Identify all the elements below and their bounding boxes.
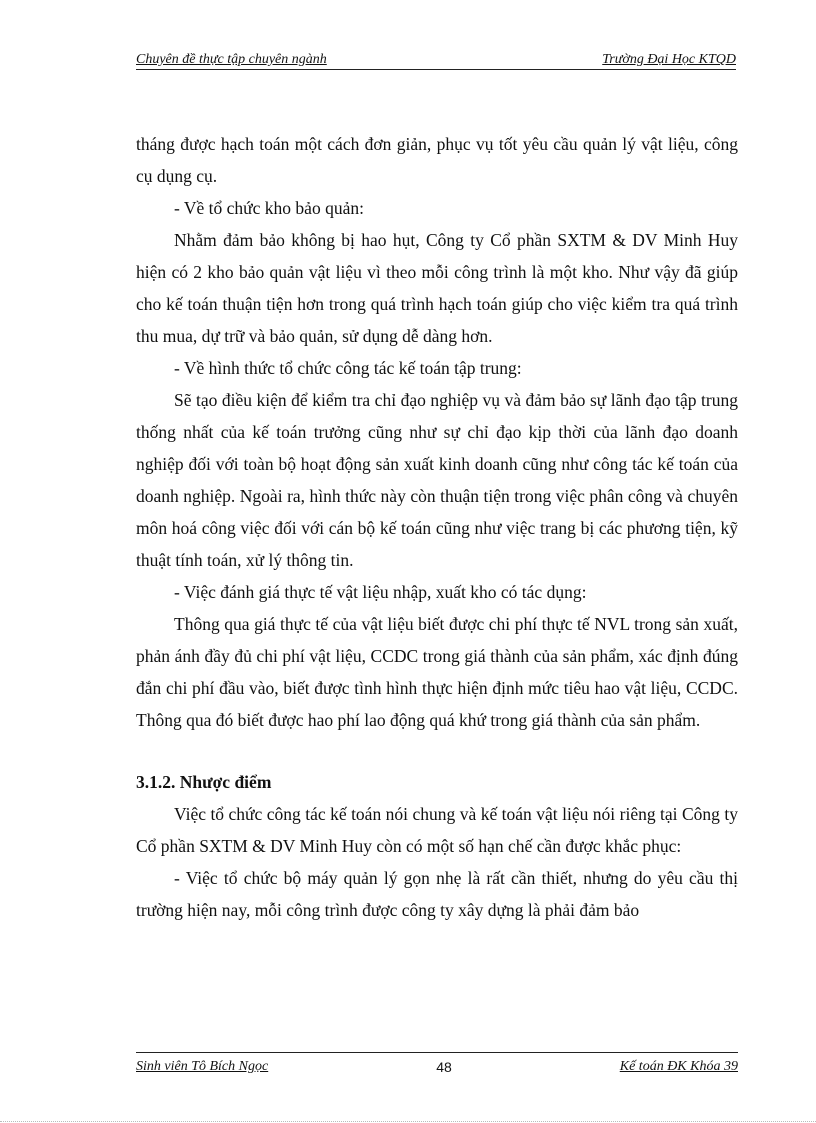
page-footer [136,1056,738,1078]
footer-right: Kế toán ĐK Khóa 39 [619,1059,738,1074]
section-heading: 3.1.2. Nhược điểm [136,772,272,792]
paragraph: Nhằm đảm bảo không bị hao hụt, Công ty Cổ phần SXTM & DV Minh Huy hiện có 2 kho bảo quản vật liệu vì theo mỗi công trình là một kho. Như vậy đã giúp cho kế toán thuận tiện hơn trong quá trình hạch toán giúp cho việc kiểm tra quá trình thu mua, dự trữ và bảo quản, sử dụng dễ dàng hơn. [136,230,738,346]
paragraph: - Về tổ chức kho bảo quản: [174,198,364,218]
paragraph: - Việc đánh giá thực tế vật liệu nhập, xuất kho có tác dụng: [174,582,587,602]
paragraph: - Về hình thức tổ chức công tác kế toán tập trung: [174,358,522,378]
paragraph: Sẽ tạo điều kiện để kiểm tra chỉ đạo nghiệp vụ và đảm bảo sự lãnh đạo tập trung thống nhất của kế toán trưởng cũng như sự chỉ đạo kịp thời của lãnh đạo doanh nghiệp đối với toàn bộ hoạt động sản xuất kinh doanh cũng như công tác kế toán của doanh nghiệp. Ngoài ra, hình thức này còn thuận tiện trong việc phân công và chuyên môn hoá công việc đối với cán bộ kế toán cũng như việc trang bị các phương tiện, kỹ thuật tính toán, xử lý thông tin. [136,390,738,570]
page-edge [0,1121,816,1122]
footer-left: Sinh viên Tô Bích Ngọc [136,1059,269,1074]
paragraph: tháng được hạch toán một cách đơn giản, phục vụ tốt yêu cầu quản lý vật liệu, công cụ dụng cụ. [136,134,738,186]
paragraph: Việc tổ chức công tác kế toán nói chung và kế toán vật liệu nói riêng tại Công ty Cổ phần SXTM & DV Minh Huy còn có một số hạn chế cần được khắc phục: [136,804,738,856]
page-header [136,46,736,68]
header-right: Trường Đại Học KTQD [602,52,736,67]
footer-rule [136,1052,738,1053]
header-rule [136,69,736,70]
header-left: Chuyên đề thực tập chuyên ngành [136,52,327,67]
document-body [136,128,738,926]
paragraph: - Việc tổ chức bộ máy quản lý gọn nhẹ là rất cần thiết, nhưng do yêu cầu thị trường hiện nay, mỗi công trình được công ty xây dựng là phải đảm bảo [136,868,738,920]
paragraph: Thông qua giá thực tế của vật liệu biết được chi phí thực tế NVL trong sản xuất, phản ánh đầy đủ chi phí vật liệu, CCDC trong giá thành của sản phẩm, xác định đúng đắn chi phí đầu vào, biết được tình hình thực hiện định mức tiêu hao vật liệu, CCDC. Thông qua đó biết được hao phí lao động quá khứ trong giá thành của sản phẩm. [136,614,738,730]
page-number: 48 [436,1059,452,1075]
